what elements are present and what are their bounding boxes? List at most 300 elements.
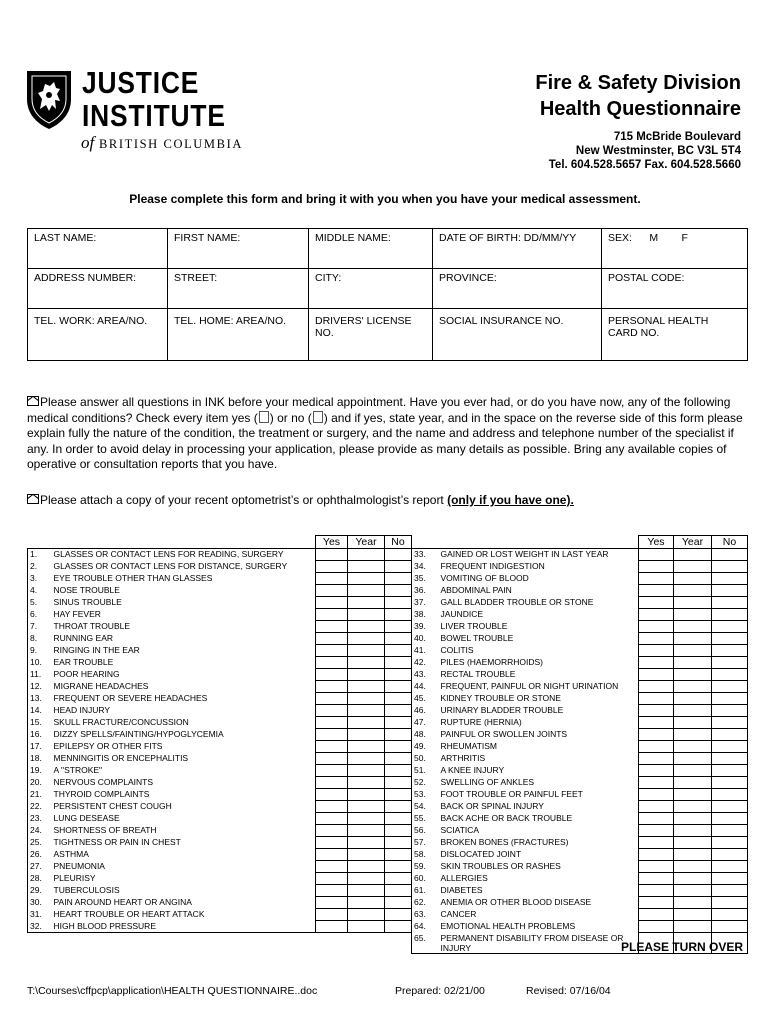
yes-cell[interactable] — [639, 909, 674, 921]
year-cell[interactable] — [674, 873, 712, 885]
yes-cell[interactable] — [639, 705, 674, 717]
condition-label: NERVOUS COMPLAINTS — [53, 776, 154, 787]
condition-label: THROAT TROUBLE — [53, 620, 131, 631]
condition-label: POOR HEARING — [53, 668, 120, 679]
condition-number: 9. — [28, 645, 52, 657]
no-cell[interactable] — [385, 597, 412, 609]
year-cell[interactable] — [674, 597, 712, 609]
condition-label: URINARY BLADDER TROUBLE — [440, 704, 564, 715]
yes-cell[interactable] — [639, 669, 674, 681]
yes-cell[interactable] — [316, 609, 348, 621]
year-cell[interactable] — [348, 837, 385, 849]
condition-row — [28, 561, 412, 573]
sex-field[interactable]: SEX: M F — [602, 229, 748, 269]
year-cell[interactable] — [674, 753, 712, 765]
year-cell[interactable] — [348, 849, 385, 861]
year-column-header: Year — [348, 536, 385, 549]
condition-number: 45. — [412, 693, 439, 705]
conditions-table-right — [411, 535, 748, 954]
no-cell[interactable] — [712, 753, 748, 765]
condition-label: GAINED OR LOST WEIGHT IN LAST YEAR — [439, 549, 639, 561]
year-cell[interactable] — [348, 597, 385, 609]
condition-row — [412, 549, 748, 561]
year-cell[interactable] — [348, 729, 385, 741]
condition-number: 41. — [412, 645, 439, 657]
year-cell[interactable] — [348, 657, 385, 669]
condition-number: 47. — [412, 717, 439, 729]
no-cell[interactable] — [385, 921, 412, 933]
street-field[interactable]: STREET: — [168, 269, 309, 309]
yes-cell[interactable] — [639, 765, 674, 777]
yes-cell[interactable] — [316, 597, 348, 609]
condition-number: 13. — [28, 693, 52, 705]
no-cell[interactable] — [712, 585, 748, 597]
yes-cell[interactable] — [316, 813, 348, 825]
condition-number: 59. — [412, 861, 439, 873]
yes-cell[interactable] — [639, 657, 674, 669]
condition-label: SHORTNESS OF BREATH — [53, 824, 157, 835]
no-cell[interactable] — [385, 609, 412, 621]
yes-cell[interactable] — [639, 861, 674, 873]
no-cell[interactable] — [385, 669, 412, 681]
yes-cell[interactable] — [639, 681, 674, 693]
yes-cell[interactable] — [316, 909, 348, 921]
condition-row — [412, 921, 748, 933]
year-column-header: Year — [674, 536, 712, 549]
condition-number: 42. — [412, 657, 439, 669]
condition-label: THYROID COMPLAINTS — [53, 788, 150, 799]
no-cell[interactable] — [712, 777, 748, 789]
condition-label: BACK ACHE OR BACK TROUBLE — [440, 812, 573, 823]
year-cell[interactable] — [674, 645, 712, 657]
yes-cell[interactable] — [639, 573, 674, 585]
condition-row — [412, 681, 748, 693]
condition-row — [412, 561, 748, 573]
condition-row — [28, 837, 412, 849]
yes-column-header: Yes — [316, 536, 348, 549]
year-cell[interactable] — [348, 585, 385, 597]
year-cell[interactable] — [348, 897, 385, 909]
no-cell[interactable] — [385, 837, 412, 849]
header-block — [535, 70, 741, 172]
condition-number: 64. — [412, 921, 439, 933]
year-cell[interactable] — [348, 717, 385, 729]
yes-cell[interactable] — [316, 633, 348, 645]
yes-cell[interactable] — [316, 549, 348, 561]
year-cell[interactable] — [674, 789, 712, 801]
yes-cell[interactable] — [639, 717, 674, 729]
tel-home-field[interactable]: TEL. HOME: AREA/NO. — [168, 309, 309, 361]
no-cell[interactable] — [712, 909, 748, 921]
year-cell[interactable] — [674, 909, 712, 921]
condition-row — [412, 849, 748, 861]
address-number-field[interactable]: ADDRESS NUMBER: — [28, 269, 168, 309]
year-cell[interactable] — [674, 801, 712, 813]
condition-label: TIGHTNESS OR PAIN IN CHEST — [53, 836, 181, 847]
no-cell[interactable] — [385, 693, 412, 705]
year-cell[interactable] — [348, 741, 385, 753]
condition-label: NOSE TROUBLE — [53, 584, 120, 595]
yes-cell[interactable] — [316, 645, 348, 657]
form-instruction: Please complete this form and bring it with you when you have your medical assessment. — [129, 192, 641, 206]
no-cell[interactable] — [385, 681, 412, 693]
condition-number: 54. — [412, 801, 439, 813]
year-cell[interactable] — [348, 825, 385, 837]
year-cell[interactable] — [674, 921, 712, 933]
condition-label: KIDNEY TROUBLE OR STONE — [440, 692, 561, 703]
yes-cell[interactable] — [639, 885, 674, 897]
yes-cell[interactable] — [639, 753, 674, 765]
no-cell[interactable] — [385, 861, 412, 873]
condition-number: 63. — [412, 909, 439, 921]
yes-cell[interactable] — [316, 765, 348, 777]
yes-cell[interactable] — [316, 669, 348, 681]
yes-cell[interactable] — [316, 825, 348, 837]
condition-row — [28, 669, 412, 681]
yes-cell[interactable] — [639, 693, 674, 705]
year-cell[interactable] — [674, 693, 712, 705]
no-cell[interactable] — [712, 837, 748, 849]
yes-cell[interactable] — [639, 873, 674, 885]
year-cell[interactable] — [348, 873, 385, 885]
year-cell[interactable] — [674, 717, 712, 729]
year-cell[interactable] — [674, 741, 712, 753]
conditions-table-left — [27, 535, 412, 933]
yes-cell[interactable] — [316, 897, 348, 909]
no-cell[interactable] — [712, 741, 748, 753]
no-cell[interactable] — [712, 705, 748, 717]
no-cell[interactable] — [385, 777, 412, 789]
no-cell[interactable] — [385, 753, 412, 765]
year-cell[interactable] — [348, 861, 385, 873]
no-cell[interactable] — [385, 549, 412, 561]
yes-cell[interactable] — [639, 561, 674, 573]
no-cell[interactable] — [385, 717, 412, 729]
condition-number: 24. — [28, 825, 52, 837]
yes-cell[interactable] — [639, 921, 674, 933]
no-cell[interactable] — [385, 825, 412, 837]
no-cell[interactable] — [385, 705, 412, 717]
condition-number: 29. — [28, 885, 52, 897]
yes-cell[interactable] — [316, 777, 348, 789]
condition-label: HEART TROUBLE OR HEART ATTACK — [53, 908, 205, 919]
condition-label: RUPTURE (HERNIA) — [440, 716, 522, 727]
no-cell[interactable] — [385, 873, 412, 885]
no-cell[interactable] — [385, 573, 412, 585]
no-cell[interactable] — [712, 645, 748, 657]
condition-row — [412, 765, 748, 777]
condition-label: RHEUMATISM — [440, 740, 498, 751]
year-cell[interactable] — [674, 705, 712, 717]
condition-number: 34. — [412, 561, 439, 573]
year-cell[interactable] — [348, 801, 385, 813]
yes-cell[interactable] — [316, 861, 348, 873]
year-cell[interactable] — [348, 681, 385, 693]
condition-row — [412, 861, 748, 873]
condition-number: 5. — [28, 597, 52, 609]
yes-cell[interactable] — [316, 681, 348, 693]
condition-label: PLEURISY — [53, 872, 96, 883]
no-cell[interactable] — [712, 813, 748, 825]
no-cell[interactable] — [712, 885, 748, 897]
condition-row — [412, 789, 748, 801]
tel-work-field[interactable]: TEL. WORK: AREA/NO. — [28, 309, 168, 361]
yes-cell[interactable] — [316, 621, 348, 633]
no-cell[interactable] — [385, 645, 412, 657]
year-cell[interactable] — [348, 645, 385, 657]
condition-label: EPILEPSY OR OTHER FITS — [53, 740, 163, 751]
condition-row — [412, 657, 748, 669]
yes-cell[interactable] — [639, 789, 674, 801]
province-field[interactable]: PROVINCE: — [433, 269, 602, 309]
condition-row — [28, 921, 412, 933]
yes-cell[interactable] — [316, 873, 348, 885]
no-cell[interactable] — [712, 621, 748, 633]
yes-cell[interactable] — [316, 693, 348, 705]
yes-cell[interactable] — [639, 729, 674, 741]
condition-row — [412, 741, 748, 753]
yes-cell[interactable] — [316, 561, 348, 573]
condition-number: 57. — [412, 837, 439, 849]
year-cell[interactable] — [348, 921, 385, 933]
condition-label: DIZZY SPELLS/FAINTING/HYPOGLYCEMIA — [53, 728, 224, 739]
year-cell[interactable] — [348, 549, 385, 561]
condition-number: 10. — [28, 657, 52, 669]
yes-cell[interactable] — [316, 753, 348, 765]
yes-cell[interactable] — [639, 741, 674, 753]
year-cell[interactable] — [674, 669, 712, 681]
no-cell[interactable] — [385, 789, 412, 801]
yes-cell[interactable] — [639, 621, 674, 633]
institute-logo — [24, 67, 254, 157]
condition-number: 38. — [412, 609, 439, 621]
first-name-field[interactable]: FIRST NAME: — [168, 229, 309, 269]
no-cell[interactable] — [712, 717, 748, 729]
year-cell[interactable] — [674, 681, 712, 693]
yes-cell[interactable] — [316, 885, 348, 897]
year-cell[interactable] — [348, 573, 385, 585]
no-cell[interactable] — [712, 765, 748, 777]
yes-cell[interactable] — [316, 837, 348, 849]
no-cell[interactable] — [385, 813, 412, 825]
yes-cell[interactable] — [639, 633, 674, 645]
condition-row — [28, 741, 412, 753]
no-cell[interactable] — [385, 621, 412, 633]
no-cell[interactable] — [712, 693, 748, 705]
no-cell[interactable] — [385, 561, 412, 573]
no-cell[interactable] — [385, 885, 412, 897]
condition-row — [412, 705, 748, 717]
condition-row — [412, 597, 748, 609]
condition-number: 1. — [28, 549, 52, 561]
condition-row — [412, 837, 748, 849]
logo-text-bc: of BRITISH COLUMBIA — [81, 133, 243, 152]
no-cell[interactable] — [712, 921, 748, 933]
yes-cell[interactable] — [316, 849, 348, 861]
year-cell[interactable] — [674, 849, 712, 861]
year-cell[interactable] — [348, 693, 385, 705]
yes-cell[interactable] — [639, 609, 674, 621]
postal-code-field[interactable]: POSTAL CODE: — [602, 269, 748, 309]
no-cell[interactable] — [712, 861, 748, 873]
year-cell[interactable] — [674, 657, 712, 669]
condition-row — [28, 609, 412, 621]
condition-label: PNEUMONIA — [53, 860, 105, 871]
yes-cell[interactable] — [316, 705, 348, 717]
no-cell[interactable] — [712, 789, 748, 801]
yes-cell[interactable] — [639, 837, 674, 849]
year-cell[interactable] — [348, 765, 385, 777]
yes-cell[interactable] — [316, 789, 348, 801]
condition-label: EMOTIONAL HEALTH PROBLEMS — [440, 920, 576, 931]
no-cell[interactable] — [712, 825, 748, 837]
logo-text-justice: JUSTICE — [82, 65, 200, 100]
condition-label: RUNNING EAR — [53, 632, 114, 643]
year-cell[interactable] — [348, 621, 385, 633]
personal-info-table — [27, 228, 748, 361]
no-cell[interactable] — [712, 549, 748, 561]
condition-row — [412, 609, 748, 621]
condition-row — [28, 693, 412, 705]
no-cell[interactable] — [712, 609, 748, 621]
condition-row — [412, 669, 748, 681]
no-cell[interactable] — [712, 681, 748, 693]
no-cell[interactable] — [712, 897, 748, 909]
year-cell[interactable] — [674, 609, 712, 621]
no-cell[interactable] — [385, 765, 412, 777]
middle-name-field[interactable]: MIDDLE NAME: — [309, 229, 433, 269]
yes-cell[interactable] — [639, 549, 674, 561]
no-cell[interactable] — [385, 897, 412, 909]
envelope-icon — [27, 396, 39, 406]
condition-label: HAY FEVER — [53, 608, 101, 619]
year-cell[interactable] — [674, 885, 712, 897]
yes-cell[interactable] — [639, 897, 674, 909]
yes-cell[interactable] — [316, 741, 348, 753]
yes-cell[interactable] — [639, 801, 674, 813]
health-card-field[interactable]: PERSONAL HEALTH CARD NO. — [602, 309, 748, 361]
condition-row — [28, 909, 412, 921]
year-cell[interactable] — [674, 813, 712, 825]
yes-cell[interactable] — [316, 573, 348, 585]
no-cell[interactable] — [712, 729, 748, 741]
condition-label: HEAD INJURY — [53, 704, 111, 715]
no-cell[interactable] — [385, 741, 412, 753]
no-cell[interactable] — [385, 909, 412, 921]
no-cell[interactable] — [712, 873, 748, 885]
year-cell[interactable] — [348, 669, 385, 681]
no-cell[interactable] — [385, 585, 412, 597]
yes-cell[interactable] — [316, 657, 348, 669]
condition-label: EYE TROUBLE OTHER THAN GLASSES — [53, 572, 213, 583]
condition-row — [28, 849, 412, 861]
year-cell[interactable] — [674, 621, 712, 633]
no-cell[interactable] — [712, 633, 748, 645]
condition-label: ASTHMA — [53, 848, 89, 859]
no-cell[interactable] — [712, 801, 748, 813]
condition-row — [28, 765, 412, 777]
yes-column-header: Yes — [639, 536, 674, 549]
year-cell[interactable] — [348, 609, 385, 621]
year-cell[interactable] — [674, 573, 712, 585]
condition-row — [412, 897, 748, 909]
year-cell[interactable] — [348, 753, 385, 765]
yes-cell[interactable] — [316, 801, 348, 813]
yes-cell[interactable] — [639, 777, 674, 789]
last-name-field[interactable]: LAST NAME: — [28, 229, 168, 269]
condition-row — [28, 753, 412, 765]
condition-number: 58. — [412, 849, 439, 861]
yes-cell[interactable] — [316, 585, 348, 597]
no-cell[interactable] — [712, 561, 748, 573]
year-cell[interactable] — [348, 633, 385, 645]
division-title: Fire & Safety Division — [535, 72, 741, 94]
condition-number: 4. — [28, 585, 52, 597]
year-cell[interactable] — [348, 705, 385, 717]
year-cell[interactable] — [674, 837, 712, 849]
year-cell[interactable] — [348, 813, 385, 825]
condition-label: SWELLING OF ANKLES — [440, 776, 535, 787]
year-cell[interactable] — [674, 861, 712, 873]
year-cell[interactable] — [348, 909, 385, 921]
year-cell[interactable] — [674, 765, 712, 777]
year-cell[interactable] — [348, 777, 385, 789]
condition-label: GLASSES OR CONTACT LENS FOR READING, SURGERY — [52, 549, 316, 561]
checkbox-icon — [259, 411, 269, 423]
form-title: Health Questionnaire — [539, 98, 741, 120]
year-cell[interactable] — [348, 885, 385, 897]
no-cell[interactable] — [385, 849, 412, 861]
city-field[interactable]: CITY: — [309, 269, 433, 309]
no-cell[interactable] — [712, 657, 748, 669]
no-cell[interactable] — [712, 597, 748, 609]
yes-cell[interactable] — [639, 597, 674, 609]
year-cell[interactable] — [348, 561, 385, 573]
condition-number: 8. — [28, 633, 52, 645]
year-cell[interactable] — [674, 729, 712, 741]
yes-cell[interactable] — [316, 921, 348, 933]
yes-cell[interactable] — [316, 717, 348, 729]
no-cell[interactable] — [712, 669, 748, 681]
condition-row — [28, 813, 412, 825]
no-cell[interactable] — [385, 729, 412, 741]
no-cell[interactable] — [385, 801, 412, 813]
condition-row — [28, 897, 412, 909]
no-cell[interactable] — [385, 657, 412, 669]
no-cell[interactable] — [712, 573, 748, 585]
year-cell[interactable] — [348, 789, 385, 801]
condition-number: 26. — [28, 849, 52, 861]
yes-cell[interactable] — [316, 729, 348, 741]
year-cell[interactable] — [674, 633, 712, 645]
drivers-license-field[interactable]: DRIVERS' LICENSE NO. — [309, 309, 433, 361]
yes-cell[interactable] — [639, 825, 674, 837]
year-cell[interactable] — [674, 825, 712, 837]
year-cell[interactable] — [674, 585, 712, 597]
yes-cell[interactable] — [639, 813, 674, 825]
social-insurance-field[interactable]: SOCIAL INSURANCE NO. — [433, 309, 602, 361]
year-cell[interactable] — [674, 777, 712, 789]
yes-cell[interactable] — [639, 849, 674, 861]
yes-cell[interactable] — [639, 645, 674, 657]
yes-cell[interactable] — [639, 585, 674, 597]
year-cell[interactable] — [674, 561, 712, 573]
year-cell[interactable] — [674, 549, 712, 561]
year-cell[interactable] — [674, 897, 712, 909]
no-cell[interactable] — [385, 633, 412, 645]
no-cell[interactable] — [712, 849, 748, 861]
date-of-birth-field[interactable]: DATE OF BIRTH: DD/MM/YY — [433, 229, 602, 269]
